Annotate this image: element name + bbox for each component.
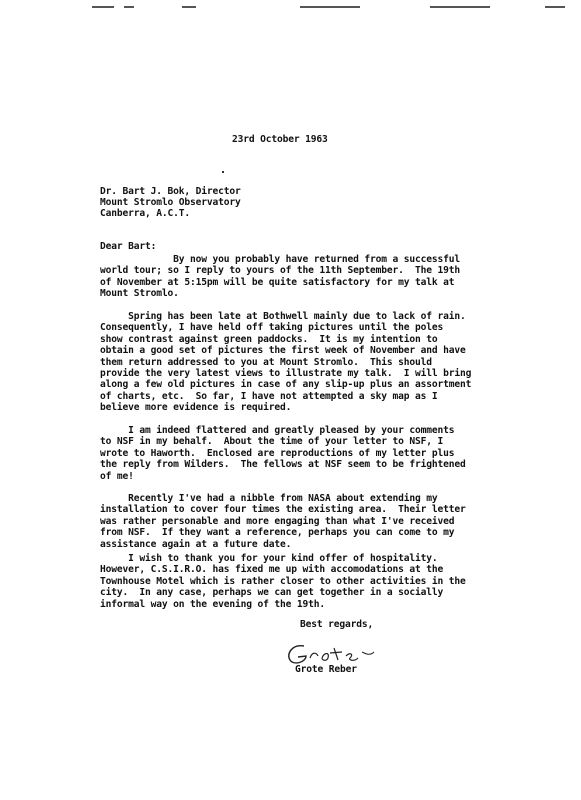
paragraph-line: of charts, etc. So far, I have not attempted a sky map as I: [100, 390, 438, 402]
paragraph-3: [100, 425, 480, 482]
paragraph-line: provide the very latest views to illustrate my talk. I will bring: [100, 368, 472, 380]
paragraph-line: Townhouse Motel which is rather closer to other activities in the: [100, 575, 466, 587]
paragraph-line: them return addressed to you at Mount Stromlo. This should: [100, 356, 432, 368]
paragraph-line: informal way on the evening of the 19th.: [100, 598, 326, 610]
paragraph-line: the reply from Wilders. The fellows at NSF seem to be frightened: [100, 459, 466, 471]
signature-name: Grote Reber: [295, 664, 357, 675]
paragraph-line: of November at 5:15pm will be quite satisfactory for my talk at: [100, 276, 455, 288]
salutation: Dear Bart:: [100, 241, 157, 252]
address-line-2: Mount Stromlo Observatory: [100, 197, 241, 208]
paragraph-line: city. In any case, perhaps we can get together in a socially: [100, 587, 444, 599]
address-line-1: Dr. Bart J. Bok, Director: [100, 186, 241, 197]
paragraph-4: [100, 493, 480, 550]
paragraph-line: Spring has been late at Bothwell mainly due to lack of rain.: [100, 311, 466, 322]
paragraph-line: along a few old pictures in case of any slip-up plus an assortment: [100, 379, 472, 391]
paragraph-line: obtain a good set of pictures the first week of November and have: [100, 345, 466, 357]
letter-date: 23rd October 1963: [232, 134, 328, 145]
paragraph-line: world tour; so I reply to yours of the 11th September. The 19th: [100, 265, 461, 277]
paragraph-line: assistance again at a future date.: [100, 538, 292, 550]
closing: Best regards,: [300, 619, 374, 630]
paragraph-line: installation to cover four times the existing area. Their letter: [100, 504, 466, 516]
paragraph-line: believe more evidence is required.: [100, 402, 292, 414]
paragraph-line: show contrast against green paddocks. It is my intention to: [100, 333, 438, 345]
paragraph-line: wrote to Haworth. Enclosed are reproductions of my letter plus: [100, 447, 455, 459]
paragraph-5: [100, 553, 480, 610]
paragraph-line: Mount Stromlo.: [100, 288, 179, 300]
paragraph-2: [100, 311, 480, 414]
address-line-3: Canberra, A.C.T.: [100, 208, 191, 219]
stray-mark: [222, 171, 224, 173]
paragraph-line: I wish to thank you for your kind offer of hospitality.: [100, 553, 438, 564]
paragraph-line: I am indeed flattered and greatly pleased by your comments: [100, 425, 455, 436]
paragraph-line: By now you probably have returned from a successful: [100, 254, 461, 265]
paragraph-line: of me!: [100, 470, 134, 482]
paragraph-1: [100, 254, 480, 300]
paragraph-line: was rather personable and more engaging than what I've received: [100, 515, 455, 527]
paragraph-line: Consequently, I have held off taking pictures until the poles: [100, 322, 444, 334]
paragraph-line: from NSF. If they want a reference, perhaps you can come to my: [100, 527, 455, 539]
paragraph-line: to NSF in my behalf. About the time of your letter to NSF, I: [100, 436, 444, 448]
paragraph-line: However, C.S.I.R.O. has fixed me up with accomodations at the: [100, 564, 444, 576]
paragraph-line: Recently I've had a nibble from NASA about extending my: [100, 493, 438, 504]
